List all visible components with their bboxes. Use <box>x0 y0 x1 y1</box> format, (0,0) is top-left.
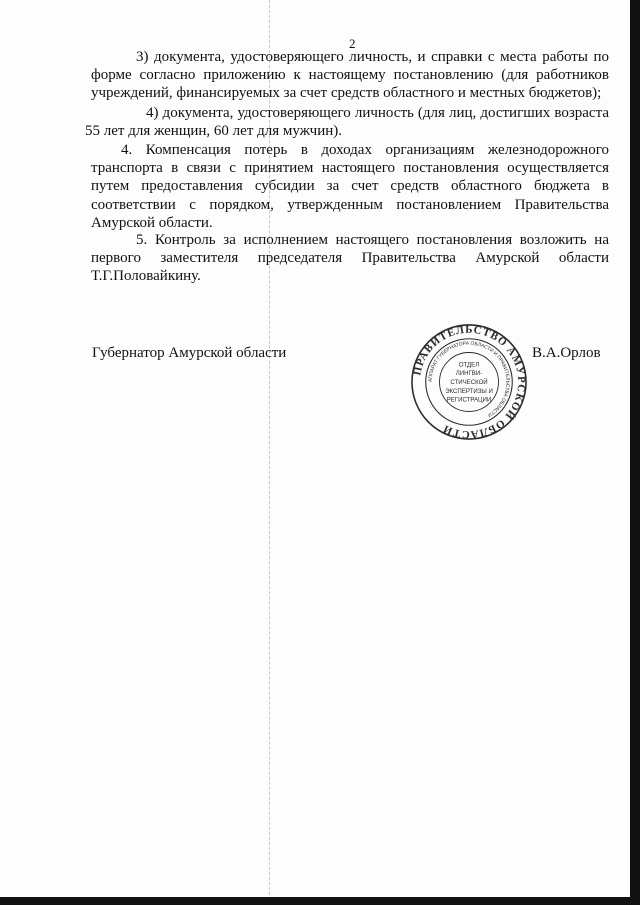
text-line: 55 лет для женщин, 60 лет для мужчин). <box>85 123 343 140</box>
text-line: Амурской области. <box>91 214 213 231</box>
text-line: первого заместителя председателя Правительства Амурской области <box>91 250 609 267</box>
signatory-name: В.А.Орлов <box>532 345 601 361</box>
text-line: учреждений, финансируемых за счет средств областного и местных бюджетов); <box>91 85 602 102</box>
seal-inner-ring-text: АППАРАТ ГУБЕРНАТОРА ОБЛАСТИ И ПРАВИТЕЛЬСТВА ОБЛАСТИ <box>428 341 510 418</box>
seal-center-line: ЛИНГВИ- <box>455 370 483 378</box>
signatory-position: Губернатор Амурской области <box>92 345 287 361</box>
seal-center-line: РЕГИСТРАЦИИ <box>446 396 492 404</box>
scan-edge <box>630 0 640 905</box>
seal-outer-text: ПРАВИТЕЛЬСТВО АМУРСКОЙ ОБЛАСТИ <box>411 323 528 441</box>
scan-edge <box>0 897 640 905</box>
paragraph-clause-4 <box>91 141 609 232</box>
seal-center-line: ОТДЕЛ <box>458 361 480 369</box>
text-line: Т.Г.Половайкину. <box>91 268 201 285</box>
paragraph-clause-5 <box>91 231 609 286</box>
text-line: путем предоставления субсидии за счет средств областного бюджета в <box>91 178 609 195</box>
text-line: соответствии с порядком, утвержденным постановлением Правительства <box>91 196 609 213</box>
text-line: транспорта в связи с принятием настоящего постановления осуществляется <box>91 160 609 177</box>
paragraph-item-3 <box>91 48 609 103</box>
seal-center-line: ЭКСПЕРТИЗЫ И <box>445 387 493 395</box>
official-seal <box>410 323 528 441</box>
text-line: форме согласно приложению к настоящему постановлению (для работников <box>91 67 609 84</box>
text-line: 5. Контроль за исполнением настоящего постановления возложить на <box>136 232 609 248</box>
text-line: 4) документа, удостоверяющего личность (для лиц, достигших возраста <box>146 105 609 121</box>
seal-center-line: СТИЧЕСКОЙ <box>450 378 488 386</box>
page-number: 2 <box>349 36 356 51</box>
text-line: 3) документа, удостоверяющего личность, и справки с места работы по <box>136 49 609 65</box>
text-line: 4. Компенсация потерь в доходах организациям железнодорожного <box>121 142 609 158</box>
paragraph-item-4 <box>85 104 609 140</box>
